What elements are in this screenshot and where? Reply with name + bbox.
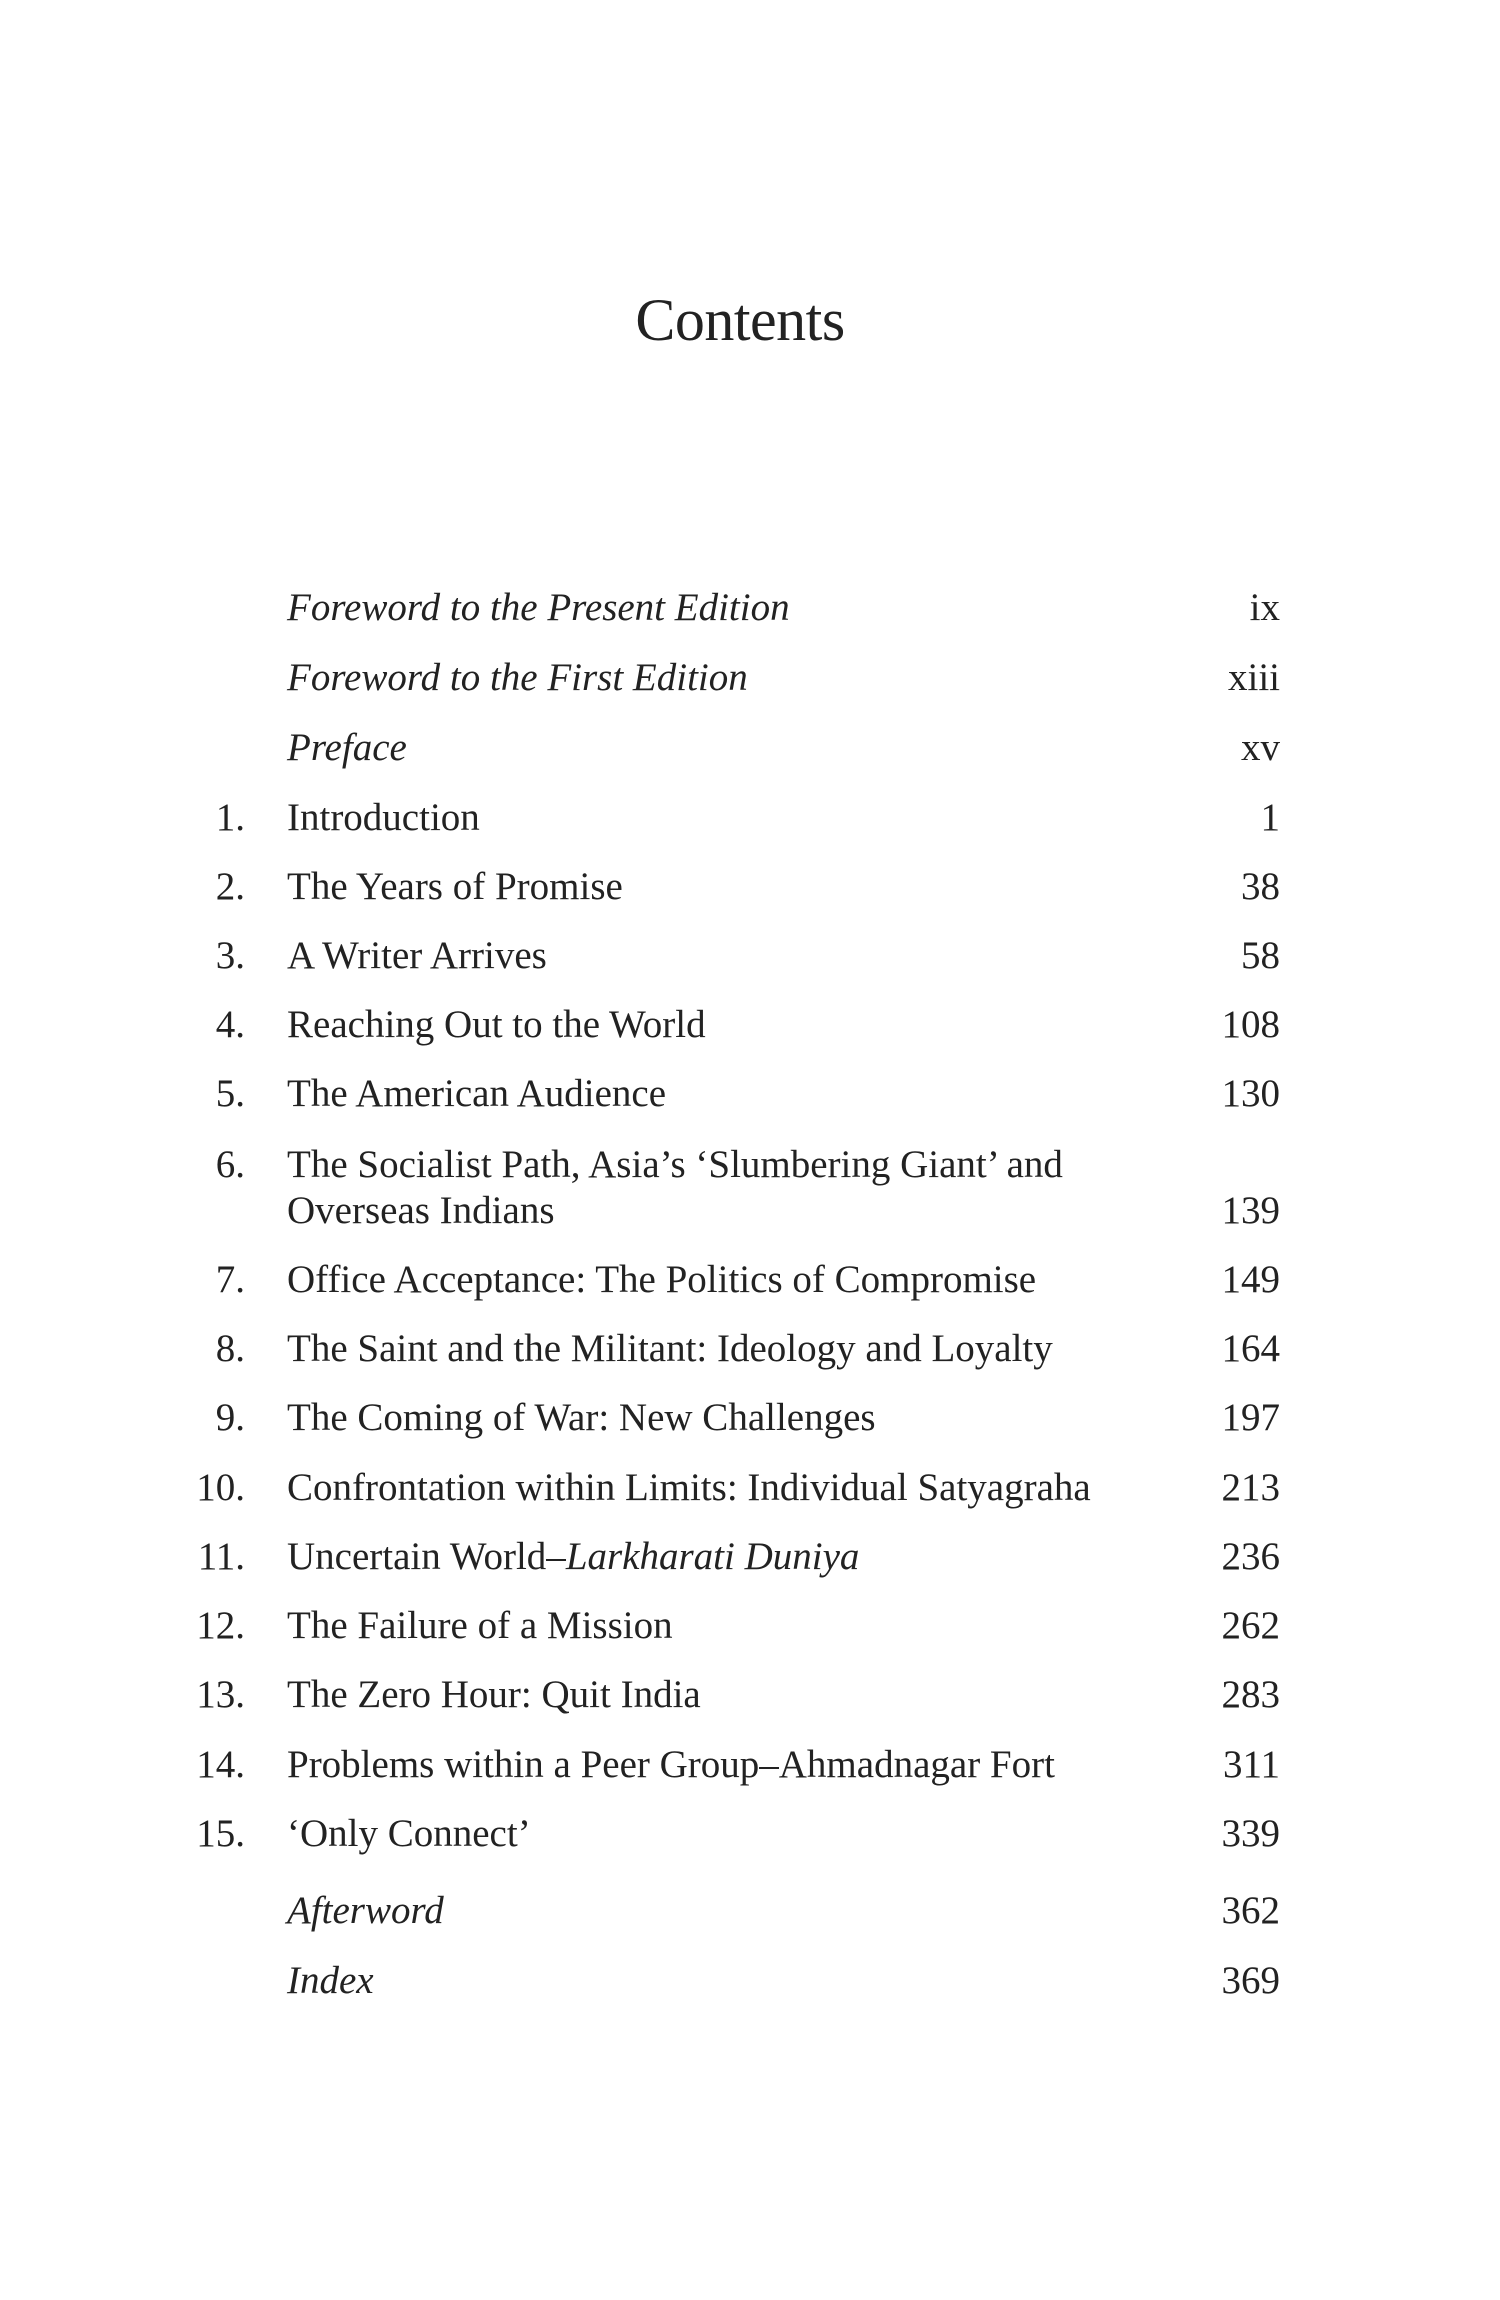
toc-chapter-title: The Failure of a Mission [287, 1604, 673, 1647]
toc-chapter-title: Confrontation within Limits: Individual Satyagraha [287, 1466, 1091, 1509]
toc-chapter-title: ‘Only Connect’ [287, 1812, 531, 1855]
toc-chapter-title: The Saint and the Militant: Ideology and Loyalty [287, 1327, 1053, 1370]
toc-entry-page: xv [1241, 726, 1280, 769]
toc-chapter-page: 283 [1221, 1673, 1280, 1716]
toc-chapter-title: The American Audience [287, 1072, 667, 1115]
toc-chapter-page: 139 [1221, 1189, 1280, 1232]
toc-chapter-title-line-2: Overseas Indians [287, 1189, 555, 1232]
toc-chapter-number: 8. [215, 1327, 245, 1370]
toc-chapter-number: 4. [215, 1003, 245, 1046]
toc-entry-page: 362 [1221, 1889, 1280, 1932]
toc-chapter-page: 311 [1222, 1743, 1280, 1786]
toc-chapter-page: 108 [1221, 1003, 1280, 1046]
toc-chapter-title: The Years of Promise [287, 865, 623, 908]
toc-entry-title: Index [287, 1959, 374, 2002]
toc-chapter-number: 5. [215, 1072, 245, 1115]
toc-chapter-number: 12. [196, 1604, 245, 1647]
toc-entry-page: ix [1249, 586, 1280, 629]
toc-chapter-number: 6. [215, 1143, 245, 1186]
toc-chapter-title-roman: Uncertain World– [287, 1535, 566, 1578]
toc-chapter-number: 11. [197, 1535, 245, 1578]
toc-chapter-title: The Coming of War: New Challenges [287, 1396, 876, 1439]
toc-chapter-page: 213 [1221, 1466, 1280, 1509]
toc-chapter-page: 58 [1241, 934, 1280, 977]
toc-chapter-page: 149 [1221, 1258, 1280, 1301]
toc-chapter-number: 1. [215, 796, 245, 839]
page-title: Contents [635, 287, 845, 353]
toc-chapter-title: Problems within a Peer Group–Ahmadnagar Fort [287, 1743, 1055, 1786]
toc-chapter-page: 38 [1241, 865, 1280, 908]
toc-chapter-title: Reaching Out to the World [287, 1003, 706, 1046]
toc-chapter-title-italic: Larkharati Duniya [565, 1535, 860, 1578]
toc-chapter-title-line-1: The Socialist Path, Asia’s ‘Slumbering Giant’ and [287, 1143, 1063, 1186]
toc-chapter-title [287, 1534, 1187, 1580]
toc-entry-title: Foreword to the First Edition [287, 656, 748, 699]
toc-entry-page: xiii [1227, 656, 1280, 699]
toc-entry-title: Foreword to the Present Edition [287, 586, 790, 629]
toc-chapter-page: 339 [1221, 1812, 1280, 1855]
toc-chapter-number: 15. [196, 1812, 245, 1855]
toc-chapter-page: 197 [1221, 1396, 1280, 1439]
toc-chapter-title: A Writer Arrives [287, 934, 547, 977]
toc-chapter-number: 10. [196, 1466, 245, 1509]
toc-chapter-number: 14. [196, 1743, 245, 1786]
toc-chapter-number: 2. [215, 865, 245, 908]
toc-chapter-title: Office Acceptance: The Politics of Compromise [287, 1258, 1037, 1301]
toc-chapter-page: 262 [1221, 1604, 1280, 1647]
toc-chapter-number: 9. [215, 1396, 245, 1439]
toc-chapter-page: 1 [1260, 796, 1280, 839]
toc-chapter-page: 164 [1221, 1327, 1280, 1370]
toc-entry-title: Afterword [287, 1889, 444, 1932]
toc-chapter-title: The Zero Hour: Quit India [287, 1673, 701, 1716]
toc-chapter-number: 7. [215, 1258, 245, 1301]
toc-entry-page: 369 [1221, 1959, 1280, 2002]
toc-chapter-page: 130 [1221, 1072, 1280, 1115]
toc-chapter-title: Introduction [287, 796, 480, 839]
toc-chapter-page: 236 [1221, 1535, 1280, 1578]
toc-entry-title: Preface [287, 726, 407, 769]
toc-chapter-number: 13. [196, 1673, 245, 1716]
toc-chapter-number: 3. [215, 934, 245, 977]
